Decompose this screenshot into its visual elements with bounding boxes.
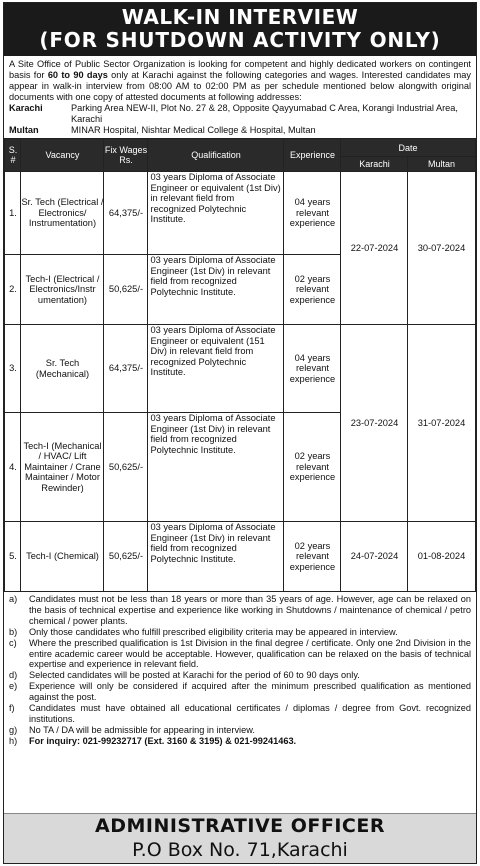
note-letter: g) bbox=[9, 724, 18, 735]
row-qualification: 03 years Diploma of Associate Engineer (1st Div) in relevant field from recognized Polytechnic Institute. bbox=[148, 255, 284, 325]
note-letter: c) bbox=[9, 637, 17, 648]
note-letter: h) bbox=[9, 735, 18, 746]
note-text: Candidates must not be less than 18 years or more than 35 years of age. However, age can be relaxed on the basis of technical expertise and experience like working in Shutdowns / maintenance of chemical / petro chemical / power plants. bbox=[29, 594, 471, 626]
note-text: Experience will only be considered if acquired after the minimum prescribed qualification as mentioned against the post. bbox=[29, 681, 471, 703]
list-item bbox=[9, 627, 471, 638]
date-multan: 31-07-2024 bbox=[408, 325, 475, 522]
header-subtitle: (FOR SHUTDOWN ACTIVITY ONLY) bbox=[39, 28, 441, 52]
row-sno: 2. bbox=[5, 255, 21, 325]
header-sno: S. # bbox=[5, 139, 21, 172]
row-experience: 02 years relevant experience bbox=[284, 255, 341, 325]
notes-list bbox=[4, 592, 476, 747]
row-experience: 02 years relevant experience bbox=[284, 413, 341, 522]
row-wage: 50,625/- bbox=[104, 413, 148, 522]
advertisement-page bbox=[3, 2, 477, 864]
note-letter: f) bbox=[9, 703, 15, 714]
note-text: Selected candidates will be posted at Karachi for the period of 60 to 90 days only. bbox=[29, 670, 360, 681]
note-letter: a) bbox=[9, 594, 18, 604]
row-wage: 64,375/- bbox=[104, 325, 148, 413]
row-experience: 04 years relevant experience bbox=[284, 172, 341, 255]
footer-title: ADMINISTRATIVE OFFICER bbox=[95, 815, 385, 837]
vacancy-table bbox=[4, 138, 475, 592]
row-qualification: 03 years Diploma of Associate Engineer or equivalent (151 Div) in relevant field from recognized Polytechnic Institute. bbox=[148, 325, 284, 413]
note-letter: e) bbox=[9, 681, 18, 692]
address-place: MINAR Hospital, Nishtar Medical College & Hospital, Multan bbox=[71, 125, 316, 135]
row-qualification: 03 years Diploma of Associate Engineer (1st Div) in relevant field from recognized Polytechnic Institute. bbox=[148, 413, 284, 522]
date-karachi: 22-07-2024 bbox=[341, 172, 408, 325]
note-text: Candidates must have obtained all educational certificates / diplomas / degree from Govt. recognized institutions. bbox=[29, 703, 471, 724]
table-row bbox=[5, 325, 475, 413]
footer-address: P.O Box No. 71,Karachi bbox=[132, 839, 348, 861]
date-multan: 30-07-2024 bbox=[408, 172, 475, 325]
note-text: No TA / DA will be admissible for appearing in interview. bbox=[29, 724, 255, 735]
header-banner bbox=[4, 3, 476, 56]
row-wage: 50,625/- bbox=[104, 522, 148, 592]
address-city: Multan bbox=[9, 125, 39, 135]
row-sno: 4. bbox=[5, 413, 21, 522]
header-multan: Multan bbox=[408, 157, 475, 172]
row-qualification: 03 years Diploma of Associate Engineer or equivalent (1st Div) in relevant field from recognized Polytechnic Institute. bbox=[148, 172, 284, 255]
row-sno: 5. bbox=[5, 522, 21, 592]
list-item bbox=[9, 736, 471, 747]
header-title: WALK-IN INTERVIEW bbox=[121, 5, 359, 29]
list-item bbox=[9, 725, 471, 736]
date-karachi: 23-07-2024 bbox=[341, 325, 408, 522]
row-vacancy: Sr. Tech (Electrical / Electronics/ Instrumentation) bbox=[21, 172, 104, 255]
intro-text-1: A Site Office of Public Sector Organization is looking for competent and highly dedicated workers on contingent basis for bbox=[9, 59, 471, 80]
header-experience: Experience bbox=[284, 139, 341, 172]
row-vacancy: Tech-I (Mechanical / HVAC/ Lift Maintainer / Crane Maintainer / Motor Rewinder) bbox=[21, 413, 104, 522]
list-item bbox=[9, 670, 471, 681]
date-karachi: 24-07-2024 bbox=[341, 522, 408, 592]
row-wage: 64,375/- bbox=[104, 172, 148, 255]
row-qualification: 03 years Diploma of Associate Engineer (1st Div) in relevant field from recognized Polytechnic Institute. bbox=[148, 522, 284, 592]
intro-bold-duration: 60 to 90 days bbox=[47, 70, 108, 80]
address-place: Parking Area NEW-II, Plot No. 27 & 28, Opposite Qayyumabad C Area, Korangi Industrial Area, Karachi bbox=[71, 103, 458, 124]
list-item bbox=[9, 681, 471, 703]
row-vacancy: Sr. Tech (Mechanical) bbox=[21, 325, 104, 413]
header-karachi: Karachi bbox=[341, 157, 408, 172]
note-text: Only those candidates who fulfill prescribed eligibility criteria may be appeared in interview. bbox=[29, 626, 398, 637]
note-letter: d) bbox=[9, 670, 18, 681]
header-qualification: Qualification bbox=[148, 139, 284, 172]
intro-text-2: only at Karachi against the following categories and wages. Interested candidates may appear in walk-in interview from 08:00 AM to 02:00 PM as per schedule mentioned below alongwith original documents with one copy of attested documents at following addresses: bbox=[9, 70, 471, 102]
note-letter: b) bbox=[9, 626, 18, 637]
list-item bbox=[9, 703, 471, 725]
table-row bbox=[5, 172, 475, 255]
address-multan bbox=[4, 125, 476, 136]
list-item bbox=[9, 594, 471, 627]
date-multan: 01-08-2024 bbox=[408, 522, 475, 592]
address-karachi bbox=[4, 103, 476, 125]
row-experience: 02 years relevant experience bbox=[284, 522, 341, 592]
row-wage: 50,625/- bbox=[104, 255, 148, 325]
row-vacancy: Tech-I (Chemical) bbox=[21, 522, 104, 592]
row-vacancy: Tech-I (Electrical / Electronics/Instr umentation) bbox=[21, 255, 104, 325]
row-sno: 3. bbox=[5, 325, 21, 413]
address-city: Karachi bbox=[9, 103, 43, 113]
header-vacancy: Vacancy bbox=[21, 139, 104, 172]
list-item bbox=[9, 638, 471, 671]
header-date: Date bbox=[341, 139, 475, 157]
intro-paragraph bbox=[4, 56, 476, 103]
row-experience: 04 years relevant experience bbox=[284, 325, 341, 413]
note-text: Where the prescribed qualification is 1st Division in the final degree / certificate. Only one 2nd Division in the entire academic career would be acceptable. However, qualification can be relaxed on the basis of technical expertise and experience in relevant field. bbox=[29, 637, 471, 670]
header-wages: Fix Wages Rs. bbox=[104, 139, 148, 172]
footer-banner bbox=[4, 813, 476, 863]
table-row bbox=[5, 522, 475, 592]
row-sno: 1. bbox=[5, 172, 21, 255]
note-inquiry-text: For inquiry: 021-99232717 (Ext. 3160 & 3195) & 021-99241463. bbox=[29, 735, 297, 746]
